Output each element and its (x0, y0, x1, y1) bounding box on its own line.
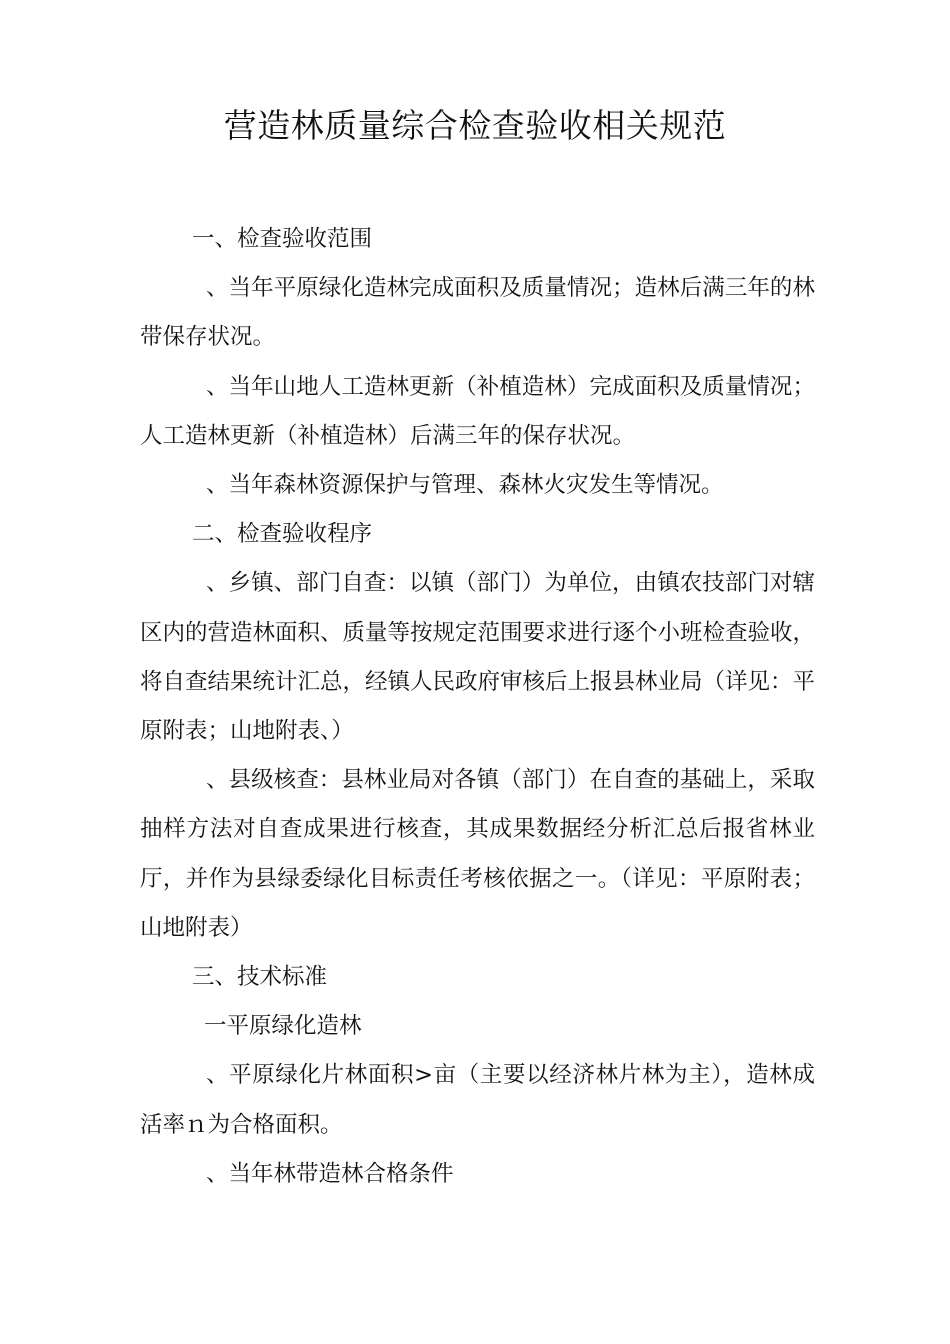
procedure-item-county-inspection: 、县级核查：县林业局对各镇（部门）在自查的基础上，采取抽样方法对自查成果进行核查，其成果数据经分析汇总后报省林业厅，并作为县绿委绿化目标责任考核依据之一。（详见：平原附表；山地附表） (140, 767, 815, 941)
scope-item-plain-afforestation: 、当年平原绿化造林完成面积及质量情况；造林后满三年的林带保存状况。 (140, 275, 815, 351)
standard-item-plain-forest-area: 、平原绿化片林面积>亩（主要以经济林片林为主），造林成活率ｎ为合格面积。 (140, 1062, 815, 1138)
subsection-heading-plain-afforestation: 一平原绿化造林 (204, 1013, 362, 1040)
section-heading-standards: 三、技术标准 (192, 964, 328, 991)
scope-item-mountain-afforestation: 、当年山地人工造林更新（补植造林）完成面积及质量情况；人工造林更新（补植造林）后满三年的保存状况。 (140, 373, 815, 449)
document-body (140, 215, 815, 1199)
standard-item-shelterbelt-conditions: 、当年林带造林合格条件 (206, 1160, 454, 1187)
section-heading-procedure: 二、检查验收程序 (192, 521, 373, 548)
procedure-item-self-inspection: 、乡镇、部门自查：以镇（部门）为单位，由镇农技部门对辖区内的营造林面积、质量等按规定范围要求进行逐个小班检查验收，将自查结果统计汇总，经镇人民政府审核后上报县林业局（详见：平原附表；山地附表、） (140, 570, 816, 745)
document-title: 营造林质量综合检查验收相关规范 (223, 106, 727, 145)
scope-item-forest-protection: 、当年森林资源保护与管理、森林火灾发生等情况。 (206, 472, 724, 499)
section-heading-scope: 一、检查验收范围 (192, 226, 373, 252)
